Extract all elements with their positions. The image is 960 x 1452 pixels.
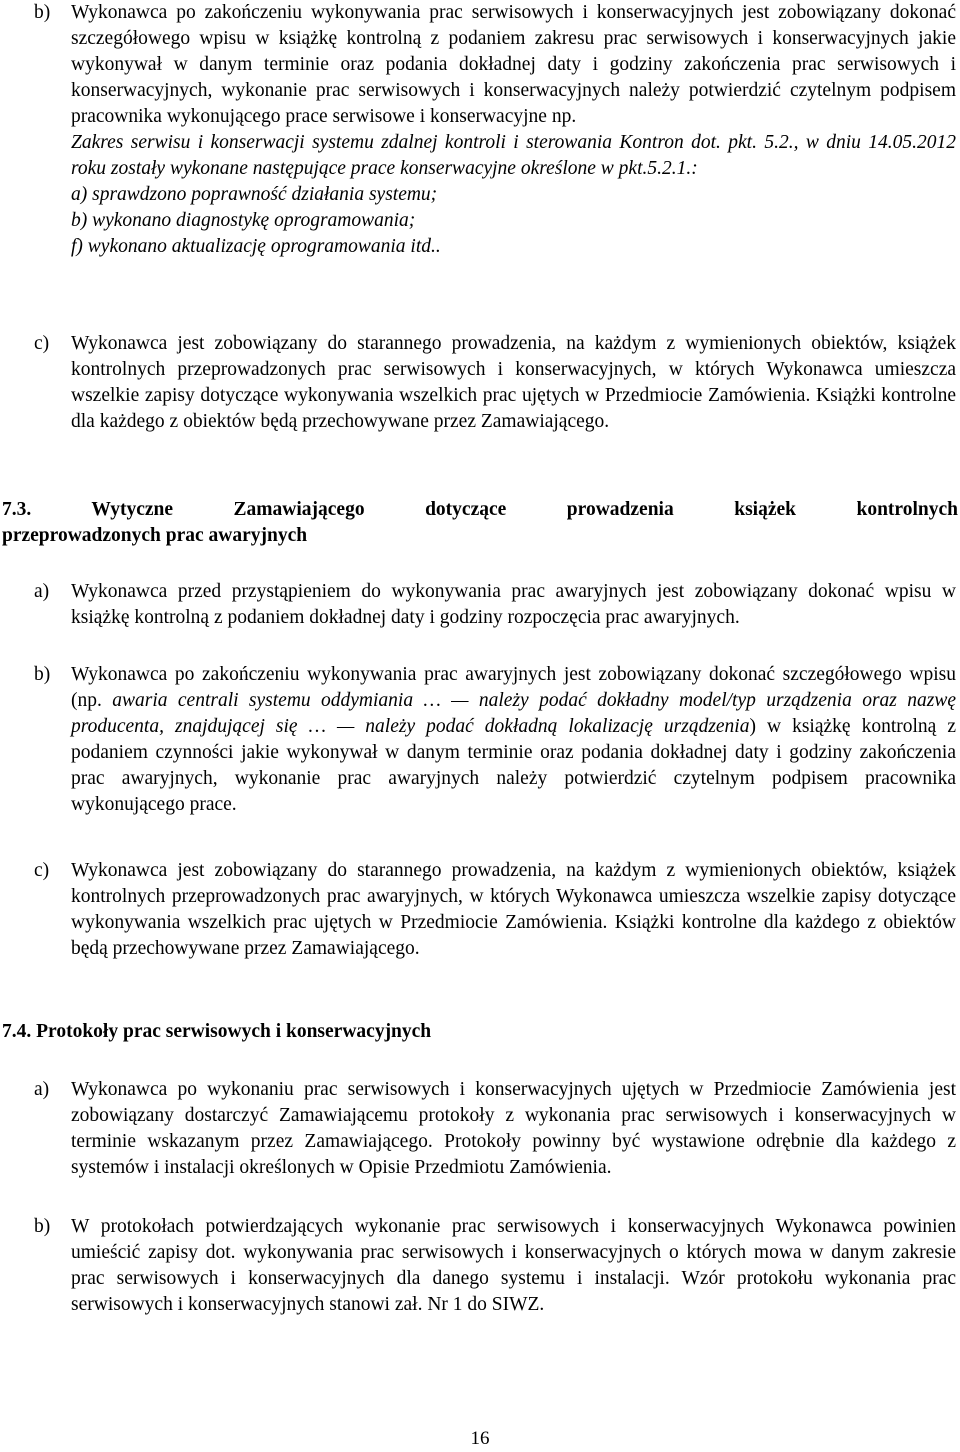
paragraph-text: Wykonawca przed przystąpieniem do wykonywania prac awaryjnych jest zobowiązany dokonać wpisu w książkę kontrolną z podaniem dokładnej daty i godziny rozpoczęcia prac awaryjnych. (71, 581, 956, 628)
heading-line-1 (2, 497, 958, 523)
list-item-b-service (34, 0, 956, 260)
item-body (71, 662, 956, 818)
paragraph-text: W protokołach potwierdzających wykonanie prac serwisowych i konserwacyjnych Wykonawca powinien umieścić zapisy dot. wykonywania prac serwisowych i konserwacyjnych o których mowa w danym zakresie prac serwisowych i konserwacyjnych dla danego systemu i instalacji. Wzór protokołu wykonania prac serwisowych i konserwacyjnych stanowi zał. Nr 1 do SIWZ. (71, 1216, 956, 1315)
section-title-line-2: przeprowadzonych prac awaryjnych (2, 525, 308, 546)
example-line-b: b) wykonano diagnostykę oprogramowania; (71, 210, 416, 231)
np-abbrev: np. (77, 690, 102, 711)
item-label: b) (34, 1216, 51, 1237)
item-label: b) (34, 664, 51, 685)
list-item-7-4-a (34, 1077, 956, 1181)
section-number: 7.4. (2, 1021, 32, 1042)
section-title: Protokoły prac serwisowych i konserwacyjnych (36, 1021, 432, 1042)
text-end: ) w książkę kontrolną z podaniem czynności jakie wykonywał w danym terminie oraz podania dokładnej daty i godziny zakończenia prac awaryjnych, wykonanie prac awaryjnych należy potwierdzić czytelnym podpisem pracownika wykonującego prace. (71, 716, 956, 815)
item-label: c) (34, 860, 50, 881)
list-item-7-3-a (34, 579, 956, 631)
italic-example: awaria centrali systemu oddymiania … — należy podać dokładny model/typ urządzenia oraz nazwę producenta, znajdującej się … — należy podać dokładną lokalizację urządzenia (71, 690, 956, 737)
section-heading-7-3 (2, 497, 958, 549)
section-heading-7-4 (2, 1019, 958, 1045)
text-start: Wykonawca po zakończeniu wykonywania prac awaryjnych jest zobowiązany dokonać szczegółowego wpisu ( (71, 664, 956, 711)
example-line-a: a) sprawdzono poprawność działania systemu; (71, 184, 438, 205)
example-line-f: f) wykonano aktualizację oprogramowania itd.. (71, 236, 441, 257)
item-label: b) (34, 2, 51, 23)
paragraph-text: Wykonawca jest zobowiązany do starannego prowadzenia, na każdym z wymienionych obiektów, książek kontrolnych przeprowadzonych prac serwisowych i konserwacyjnych, w których Wykonawca umieszcza wszelkie zapisy dotyczące wykonywania wszelkich prac ujętych w Przedmiocie Zamówienia. Książki kontrolne dla każdego z obiektów będą przechowywane przez Zamawiającego. (71, 333, 956, 432)
item-label: c) (34, 333, 50, 354)
item-body (71, 0, 956, 260)
paragraph-text: Wykonawca po wykonaniu prac serwisowych i konserwacyjnych ujętych w Przedmiocie Zamówienia jest zobowiązany dostarczyć Zamawiającemu protokoły z wykonania prac serwisowych i konserwacyjnych w terminie wskazanym przez Zamawiającego. Protokoły powinny być wystawione odrębnie dla każdego z systemów i instalacji określonych w Opisie Przedmiotu Zamówienia. (71, 1079, 956, 1178)
item-label: a) (34, 581, 50, 602)
list-item-7-3-b (34, 662, 956, 818)
section-number: 7.3. (2, 499, 32, 520)
list-item-7-4-b (34, 1214, 956, 1318)
paragraph-text: Wykonawca jest zobowiązany do starannego prowadzenia, na każdym z wymienionych obiektów, książek kontrolnych przeprowadzonych prac awaryjnych, w których Wykonawca umieszcza wszelkie zapisy dotyczące wykonywania wszelkich prac ujętych w Przedmiocie Zamówienia. Książki kontrolne dla każdego z obiektów będą przechowywane przez Zamawiającego. (71, 860, 956, 959)
list-item-c-books (34, 331, 956, 435)
page-number: 16 (470, 1428, 490, 1449)
section-title-line-1: Wytyczne Zamawiającego dotyczące prowadzenia książek kontrolnych (91, 499, 958, 520)
item-label: a) (34, 1079, 50, 1100)
paragraph-text: Wykonawca po zakończeniu wykonywania prac serwisowych i konserwacyjnych jest zobowiązany dokonać szczegółowego wpisu w książkę kontrolną z podaniem zakresu prac serwisowych i konserwacyjnych jakie wykonywał w danym terminie oraz podania dokładnej daty i godziny zakończenia prac serwisowych i konserwacyjnych, wykonanie prac serwisowych i konserwacyjnych należy potwierdzić czytelnym podpisem pracownika wykonującego prace serwisowe i konserwacyjne np. (71, 2, 956, 127)
example-intro: Zakres serwisu i konserwacji systemu zdalnej kontroli i sterowania Kontron dot. pkt. 5.2., w dniu 14.05.2012 roku zostały wykonane następujące prace konserwacyjne określone w pkt.5.2.1.: (71, 132, 956, 179)
list-item-7-3-c (34, 858, 956, 962)
